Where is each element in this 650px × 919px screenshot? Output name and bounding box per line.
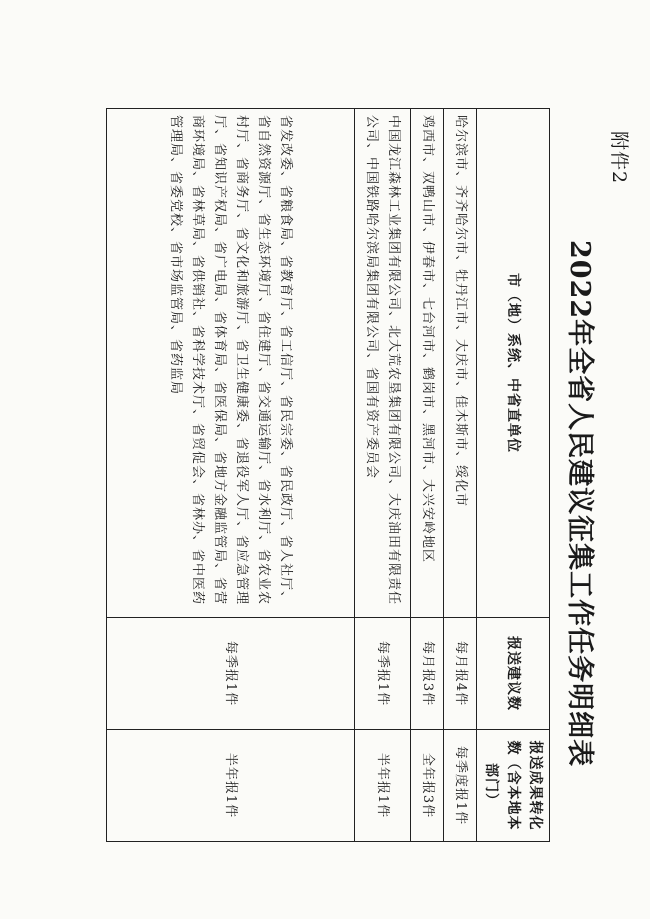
task-table — [106, 108, 550, 842]
row-suggestions: 每月报3件 — [411, 618, 444, 730]
row-unit: 鸡西市、双鸭山市、伊春市、七台河市、鹤岗市、黑河市、大兴安岭地区 — [411, 109, 444, 618]
row-results: 半年报1件 — [355, 730, 411, 842]
table-header-row — [477, 109, 550, 842]
row-results: 全年报3件 — [411, 730, 444, 842]
header-results: 报送成果转化数（含本地本部门） — [477, 730, 550, 842]
row-suggestions: 每季报1件 — [355, 618, 411, 730]
table-row — [355, 109, 411, 842]
row-results: 每季度报1件 — [444, 730, 477, 842]
row-unit: 哈尔滨市、齐齐哈尔市、牡丹江市、大庆市、佳木斯市、绥化市 — [444, 109, 477, 618]
table-row — [411, 109, 444, 842]
row-results: 半年报1件 — [107, 730, 355, 842]
header-unit: 市（地）系统、中省直单位 — [477, 109, 550, 618]
row-suggestions: 每季报1件 — [107, 618, 355, 730]
row-suggestions: 每月报4件 — [444, 618, 477, 730]
document-title: 2022年全省人民建议征集工作任务明细表 — [564, 240, 595, 768]
attachment-label: 附件2 — [608, 131, 630, 185]
row-unit: 省发改委、省粮食局、省教育厅、省工信厅、省民宗委、省民政厅、省人社厅、省自然资源厅、省生态环境厅、省住建厅、省交通运输厅、省水利厅、省农业农村厅、省商务厅、省文化和旅游厅、省卫生健康委、省退役军人厅、省应急管理厅、省知识产权局、省广电局、省体育局、省医保局、省地方金融监管局、省营商环境局、省林草局、省供销社、省科学技术厅、省贸促会、省林办、省中医药管理局、省委党校、省市场监管局、省药监局 — [107, 109, 355, 618]
table-row — [107, 109, 355, 842]
header-suggestions: 报送建议数 — [477, 618, 550, 730]
row-unit: 中国龙江森林工业集团有限公司、北大荒农垦集团有限公司、大庆油田有限责任公司、中国铁路哈尔滨局集团有限公司、省国有资产委员会 — [355, 109, 411, 618]
table-row — [444, 109, 477, 842]
